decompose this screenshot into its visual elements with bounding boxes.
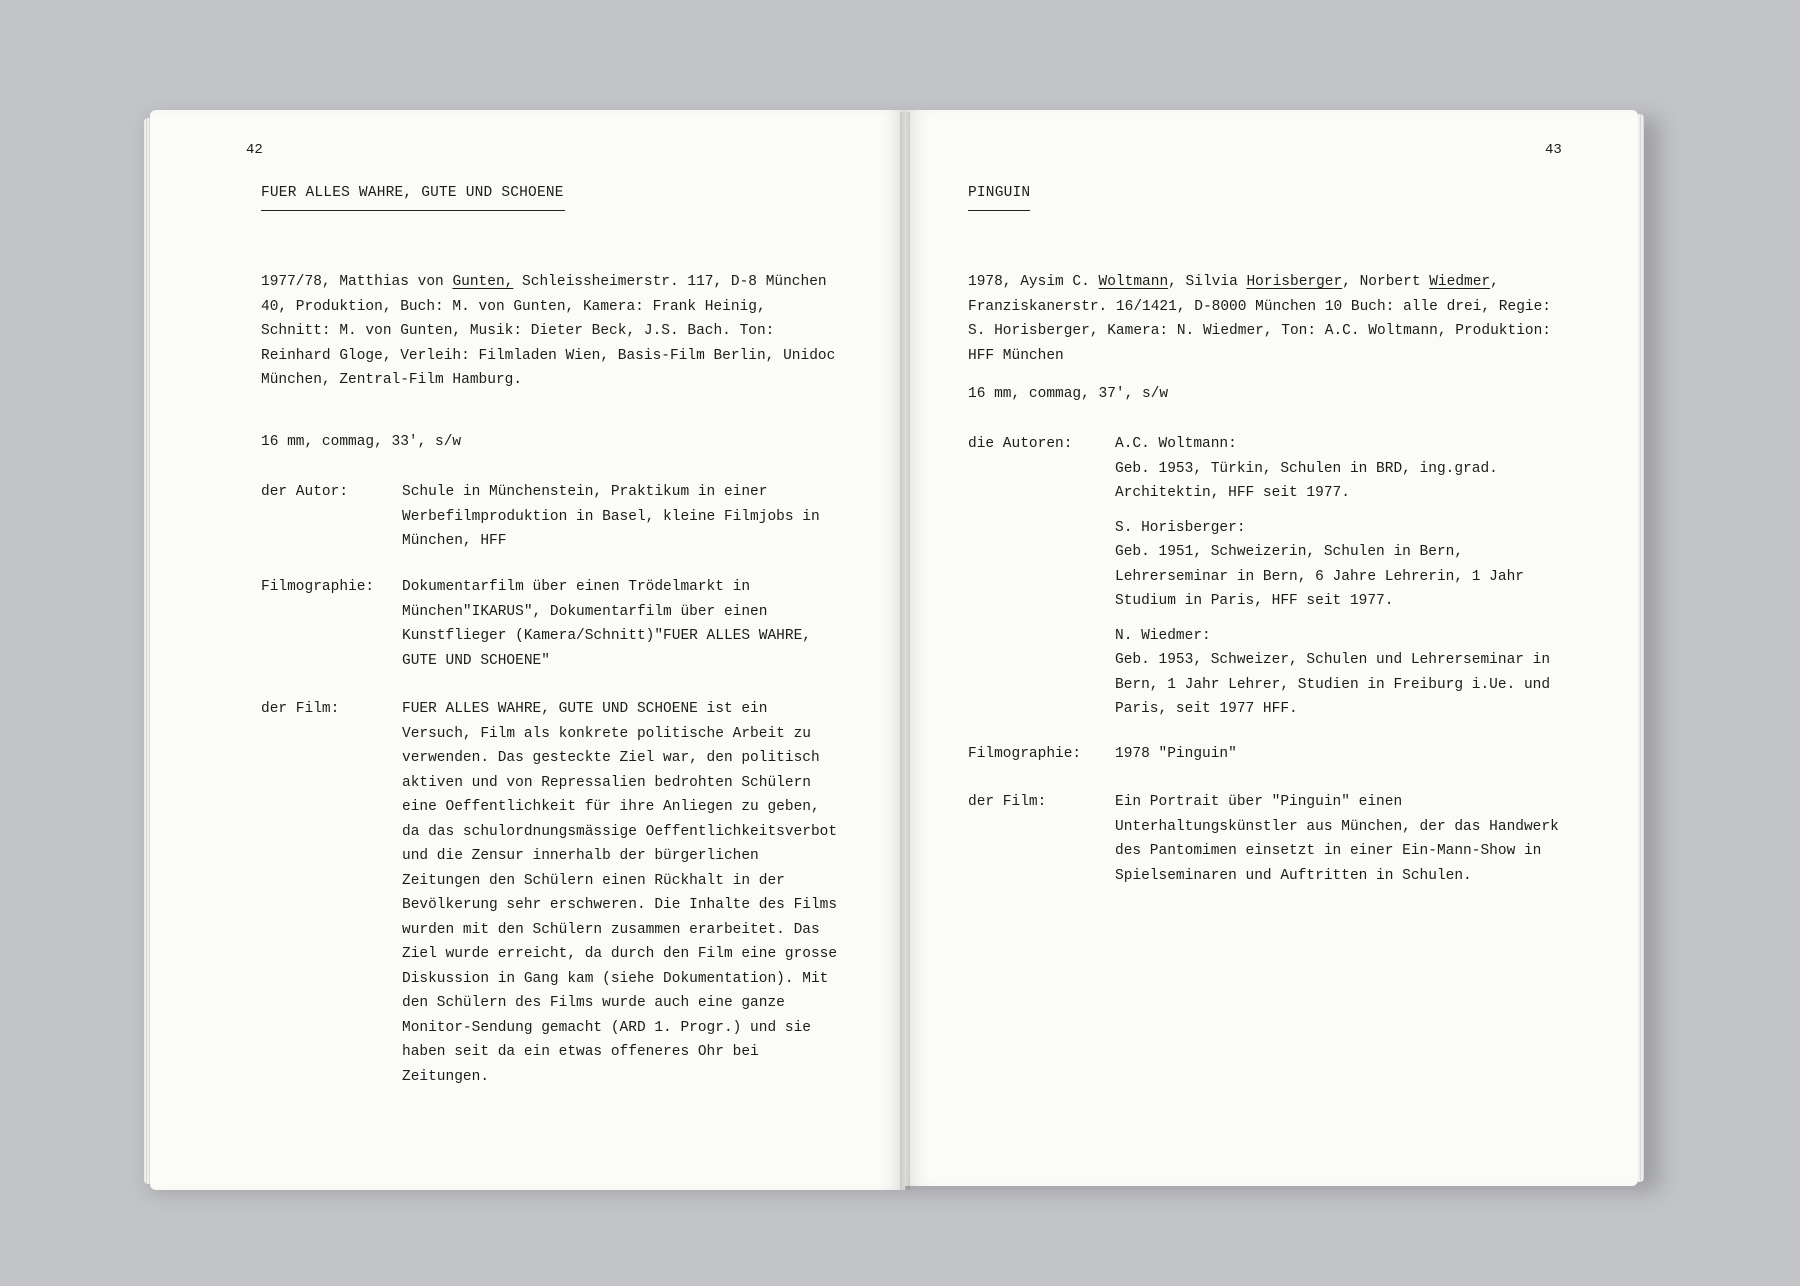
right-filmography-text: 1978 "Pinguin"	[1115, 746, 1237, 762]
right-page-title: PINGUIN	[968, 185, 1030, 211]
right-authors-row	[968, 432, 1568, 732]
author-entry-bio: Geb. 1953, Türkin, Schulen in BRD, ing.grad. Architektin, HFF seit 1977.	[1115, 460, 1498, 501]
right-credits-part3: , Norbert	[1342, 274, 1430, 290]
author-entry-name: S. Horisberger:	[1115, 519, 1246, 536]
right-credits-name-horisberger: Horisberger	[1246, 274, 1343, 290]
left-credits-rest: Schleissheimerstr. 117, D-8 München 40, Produktion, Buch: M. von Gunten, Kamera: Frank Heinig, Schnitt: M. von Gunten, Musik: Dieter Beck, J.S. Bach. Ton: Reinhard Gloge, Verleih: Filmladen Wien, Basis-Film Berlin, Unidoc München, Zentral-Film Hamburg.	[261, 274, 836, 388]
right-film-label: der Film:	[968, 794, 1047, 810]
left-page-title: FUER ALLES WAHRE, GUTE UND SCHOENE	[261, 185, 565, 211]
right-film-text: Ein Portrait über "Pinguin" einen Unterhaltungskünstler aus München, der das Handwerk des Pantomimen einsetzt in einer Ein-Mann-Show in Spielseminaren und Auftritten in Schulen.	[1115, 794, 1559, 884]
right-authors-list	[1115, 432, 1568, 722]
left-format: 16 mm, commag, 33', s/w	[261, 434, 462, 450]
left-credits-year: 1977/78, Matthias von	[261, 274, 453, 290]
left-author-row	[261, 480, 841, 560]
left-credits	[261, 270, 841, 393]
left-film-label: der Film:	[261, 701, 340, 717]
right-credits	[968, 270, 1568, 368]
right-credits-part4: , Franziskanerstr. 16/1421, D-8000 München 10 Buch: alle drei, Regie: S. Horisberger, Kamera: N. Wiedmer, Ton: A.C. Woltmann, Produktion: HFF München	[968, 274, 1551, 364]
book-gutter	[900, 112, 910, 1190]
author-entry-bio: Geb. 1951, Schweizerin, Schulen in Bern, Lehrerseminar in Bern, 6 Jahre Lehrerin, 1 Jahr Studium in Paris, HFF seit 1977.	[1115, 544, 1524, 609]
left-filmography-label: Filmographie:	[261, 579, 375, 595]
author-entry-bio: Geb. 1953, Schweizer, Schulen und Lehrerseminar in Bern, 1 Jahr Lehrer, Studien in Freiburg i.Ue. und Paris, seit 1977 HFF.	[1115, 652, 1551, 717]
author-entry-name: A.C. Woltmann:	[1115, 436, 1237, 452]
left-film-text: FUER ALLES WAHRE, GUTE UND SCHOENE ist ein Versuch, Film als konkrete politische Arbeit zu verwenden. Das gesteckte Ziel war, den politisch aktiven und von Repressalien bedrohten Schülern eine Oeffentlichkeit für ihre Anliegen zu geben, da das schulordnungsmässige Oeffentlichkeitsverbot und die Zensur innerhalb der bürgerlichen Zeitungen den Schülern einen Rückhalt in der Bevölkerung sehr erschweren. Die Inhalte des Films wurden mit den Schülern zusammen erarbeitet. Das Ziel wurde erreicht, da durch den Film eine grosse Diskussion in Gang kam (siehe Dokumentation). Mit den Schülern des Films wurde auch eine ganze Monitor-Sendung gemacht (ARD 1. Progr.) und sie haben seit da ein etwas offeneres Ohr bei Zeitungen.	[402, 701, 838, 1085]
right-credits-part2: , Silvia	[1168, 274, 1247, 290]
author-entry-name: N. Wiedmer:	[1115, 627, 1211, 644]
right-page	[905, 110, 1638, 1186]
page-number-right: 43	[1545, 142, 1562, 158]
page-number-left: 42	[246, 142, 263, 158]
left-author-text: Schule in Münchenstein, Praktikum in einer Werbefilmproduktion in Basel, kleine Filmjobs in München, HFF	[402, 484, 820, 549]
left-author-label: der Autor:	[261, 484, 349, 500]
right-credits-name-woltmann: Woltmann	[1098, 274, 1169, 290]
left-film-row	[261, 697, 841, 1097]
left-filmography-text: Dokumentarfilm über einen Trödelmarkt in München"IKARUS", Dokumentarfilm über einen Kunstflieger (Kamera/Schnitt)"FUER ALLES WAHRE, GUTE UND SCHOENE"	[402, 579, 811, 669]
right-format: 16 mm, commag, 37', s/w	[968, 386, 1169, 402]
left-page	[150, 110, 905, 1190]
right-credits-name-wiedmer: Wiedmer	[1429, 274, 1491, 290]
left-filmography-row	[261, 575, 841, 675]
right-credits-part1: 1978, Aysim C.	[968, 274, 1099, 290]
right-filmography-label: Filmographie:	[968, 746, 1082, 762]
right-authors-label: die Autoren:	[968, 436, 1073, 452]
left-credits-director: Gunten,	[452, 274, 514, 290]
right-filmography-row	[968, 742, 1568, 772]
right-film-row	[968, 790, 1568, 910]
